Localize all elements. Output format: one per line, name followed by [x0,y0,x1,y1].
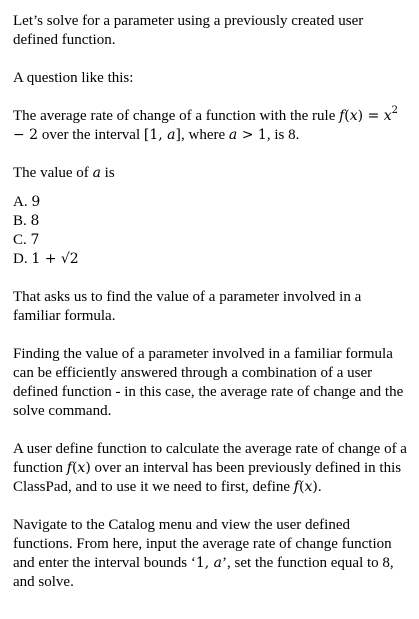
answer-options [13,193,411,269]
question-paragraph [13,107,411,145]
question-text-3: , where [181,127,229,143]
interval: [1, a] [143,127,181,143]
value-prompt-suffix: is [100,165,115,181]
option-c [13,231,411,250]
document-page [13,12,411,611]
option-value: 9 [31,194,41,210]
value-prompt [13,164,411,183]
navigate-paragraph [13,516,411,592]
asks-paragraph: That asks us to find the value of a parameter involved in a familiar formula. [13,289,362,324]
option-value: 7 [30,232,40,248]
option-letter: B. [13,213,27,229]
define-paragraph [13,440,411,497]
define-text-2: over an interval has been previously defined in this ClassPad, and to use it we need to first, define [13,460,402,495]
question-lead: A question like this: [13,70,134,86]
function-rule: $f(x) = x^2 - 2$ [13,105,399,143]
define-text-1: A user define function to calculate the average rate of change of a function [13,441,407,476]
define-text-3: . [317,479,322,495]
option-value: 8 [30,213,40,229]
option-letter: D. [13,251,28,267]
intro-paragraph: Let’s solve for a parameter using a previously created user defined function. [13,13,364,48]
finding-paragraph: Finding the value of a parameter involved in a familiar formula can be efficiently answered through a combination of a user defined function - in this case, the average rate of change and the solve command. [13,346,404,419]
question-text-2: over the interval [38,127,144,143]
condition: a > 1 [228,127,267,143]
define-fx: f(x) [66,460,91,476]
option-a [13,193,411,212]
option-b [13,212,411,231]
question-text-4: , is 8. [266,127,300,143]
value-prompt-text: The value of [13,165,93,181]
option-letter: C. [13,232,27,248]
question-text-1: The average rate of change of a function with the rule [13,108,340,124]
option-letter: A. [13,194,28,210]
navigate-text-2: ’, set the function equal to 8, and solve. [13,555,394,590]
option-d [13,250,411,269]
value-prompt-var: a [92,165,101,181]
option-value: 1 + √2 [31,251,79,267]
navigate-text-1: Navigate to the Catalog menu and view the user defined functions. From here, input the average rate of change function and enter the interval bounds ‘ [13,517,392,571]
interval-bounds: 1, a [195,555,223,571]
define-fx-2: f(x) [293,479,318,495]
